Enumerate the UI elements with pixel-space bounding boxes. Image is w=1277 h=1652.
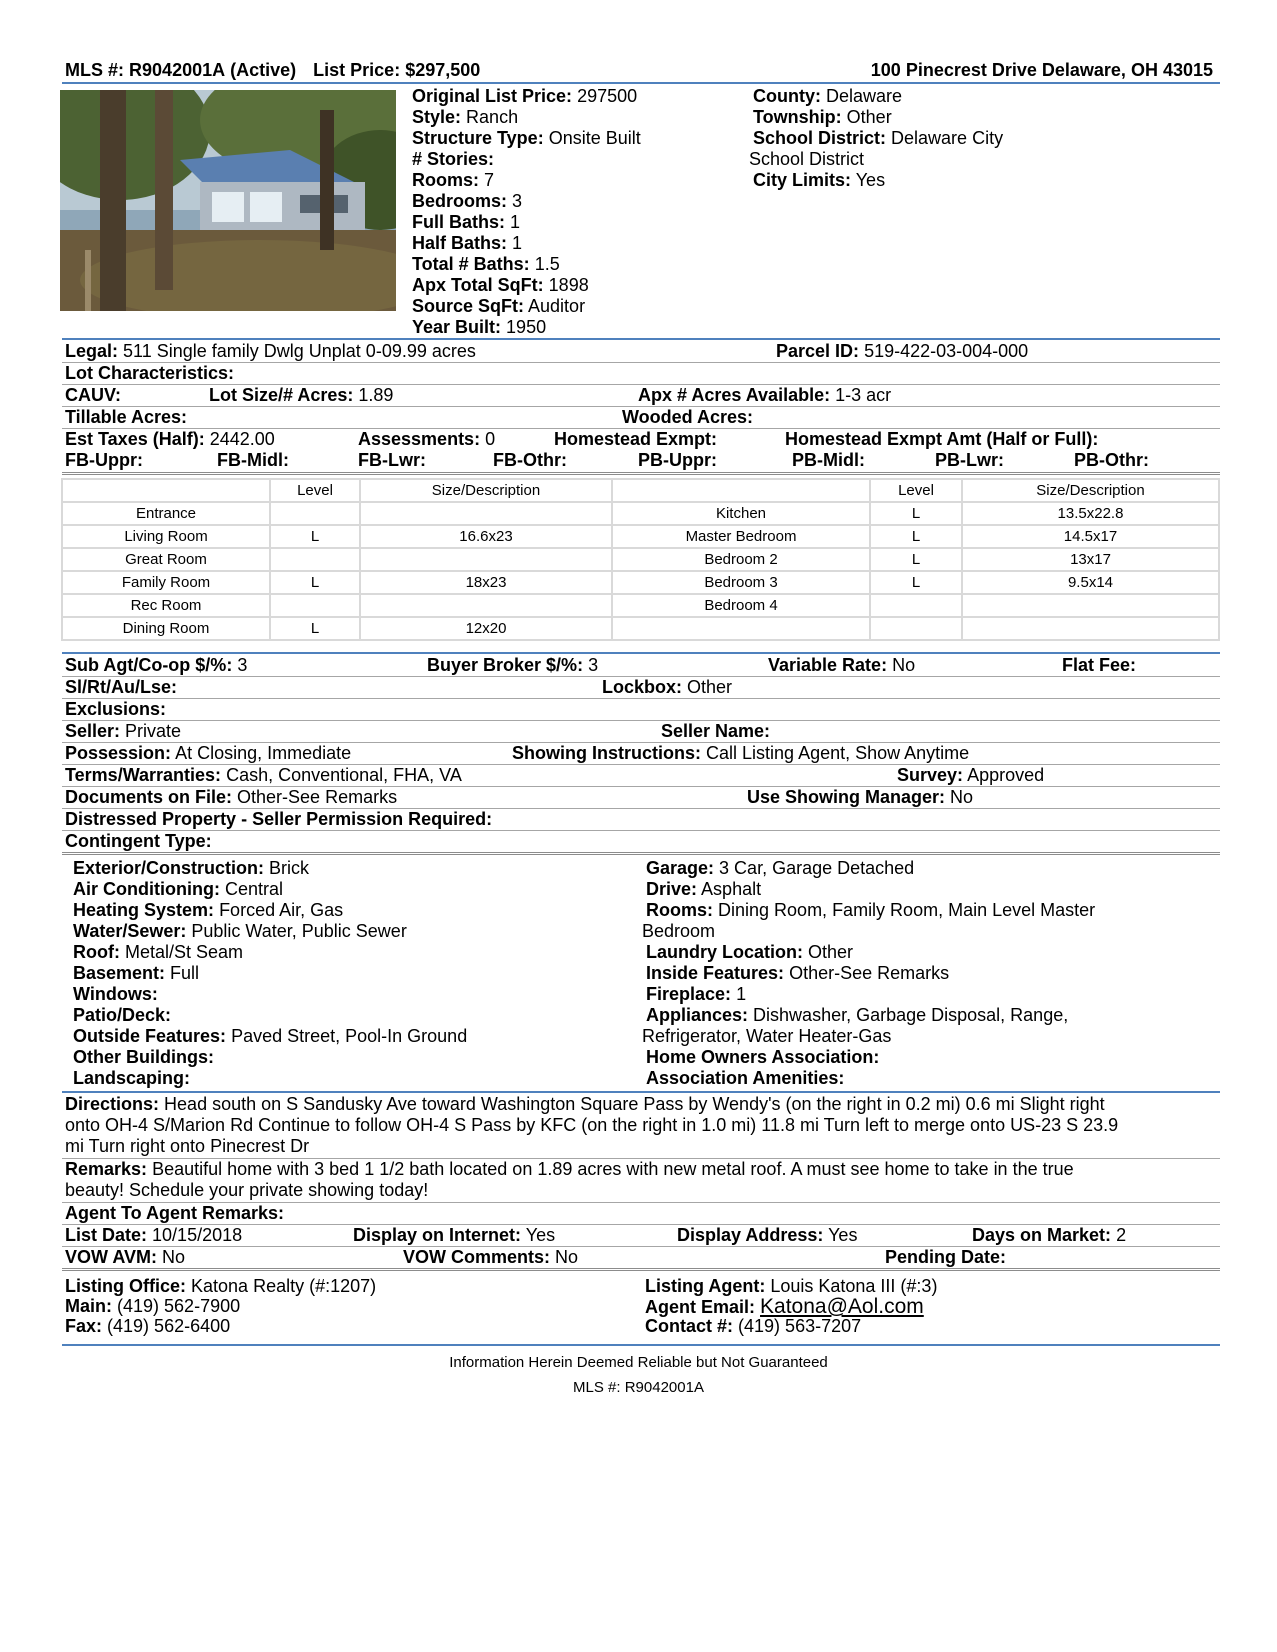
- column-header: Size/Description: [360, 479, 612, 502]
- column-header: Level: [870, 479, 962, 502]
- column-header: Level: [270, 479, 360, 502]
- rooms-table: [61, 478, 1220, 641]
- divider: [62, 82, 1220, 84]
- mls-number: R9042001A: [129, 60, 226, 80]
- status-badge: (Active): [230, 60, 297, 80]
- column-header: Size/Description: [962, 479, 1219, 502]
- divider: [62, 1268, 1220, 1271]
- mls-header: [65, 60, 480, 81]
- list-price-label: List Price:: [313, 60, 401, 80]
- table-header-row: [62, 479, 1219, 502]
- agent-email-link[interactable]: Katona@Aol.com: [760, 1295, 924, 1318]
- divider: [62, 338, 1220, 340]
- disclaimer: Information Herein Deemed Reliable but Not Guaranteed: [449, 1354, 828, 1371]
- divider: [62, 1091, 1220, 1093]
- table-row: Living Room L 16.6x23 Master Bedroom L 14.5x17: [62, 525, 1219, 548]
- table-row: Family Room L 18x23 Bedroom 3 L 9.5x14: [62, 571, 1219, 594]
- divider: [62, 852, 1220, 855]
- table-row: Dining Room L 12x20: [62, 617, 1219, 640]
- divider: [62, 1344, 1220, 1346]
- table-row: Entrance Kitchen L 13.5x22.8: [62, 502, 1219, 525]
- table-row: Great Room Bedroom 2 L 13x17: [62, 548, 1219, 571]
- list-price: $297,500: [405, 60, 481, 80]
- footer-mls: MLS #: R9042001A: [573, 1379, 704, 1396]
- mls-label: MLS #:: [65, 60, 125, 80]
- table-row: Rec Room Bedroom 4: [62, 594, 1219, 617]
- divider: [62, 652, 1220, 654]
- address: 100 Pinecrest Drive Delaware, OH 43015: [870, 60, 1213, 80]
- divider: [62, 472, 1220, 475]
- property-photo: [60, 90, 396, 311]
- house-photo-image: [60, 90, 396, 311]
